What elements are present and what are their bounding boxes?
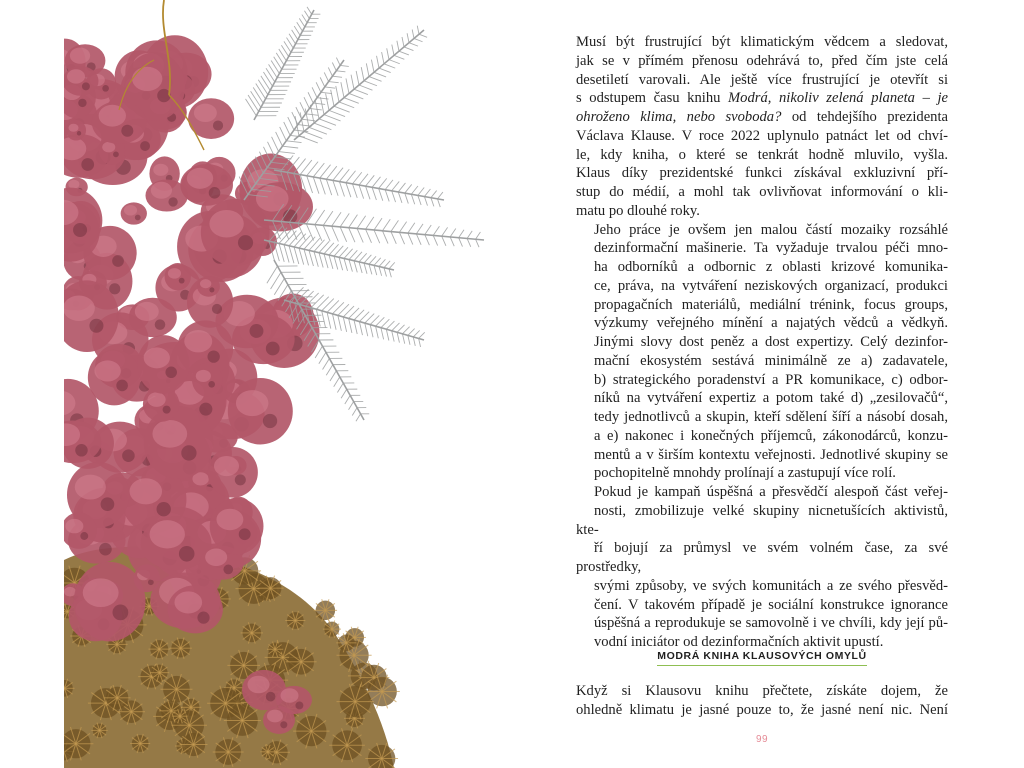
text-run: Jinými slovy dost peněz a dost expertizy. Celý dezinfor- — [594, 334, 948, 350]
section-heading-text: MODRÁ KNIHA KLAUSOVÝCH OMYLŮ — [657, 650, 867, 666]
fern-frond — [264, 226, 395, 277]
text-line — [576, 333, 948, 352]
text-line — [576, 202, 948, 221]
coral-blob — [121, 202, 147, 224]
coral-blob — [208, 447, 258, 498]
text-line: Když si Klausovu knihu přečtete, získáte dojem, že — [576, 683, 948, 699]
coral-blob — [74, 562, 146, 641]
text-run: desetiletí varovali. Ale ještě více frustrující je otevřít si — [576, 71, 948, 88]
text-run: Pokud je kampaň úspěšná a přesvědčí alespoň část veřej- — [594, 484, 948, 500]
coral-blob — [201, 199, 270, 266]
text-line — [576, 446, 948, 465]
text-line — [576, 146, 948, 165]
coral-blob — [192, 363, 222, 397]
text-line — [576, 427, 948, 446]
coral-blob — [263, 706, 295, 734]
text-run: ří bojují za průmysl ve svém volném čase, za své prostředky, — [576, 540, 948, 575]
text-run: matu po dlouhé roky. — [576, 202, 700, 219]
paragraph — [576, 221, 948, 484]
coral-blob — [64, 66, 99, 96]
text-run: a e) nakonec i konečných příjemců, zákonodárců, konzu- — [594, 427, 948, 444]
text-line — [576, 577, 948, 596]
coral-blob — [180, 164, 233, 206]
page-number: 99 — [755, 734, 769, 745]
section-heading — [576, 650, 948, 666]
text-line — [576, 408, 948, 427]
coral-blob — [197, 276, 220, 296]
coral-blob — [210, 498, 264, 555]
text-run: svými způsoby, ve svých komunitách a ze svého přesvěd- — [594, 577, 948, 594]
text-line — [576, 596, 948, 615]
text-line — [576, 389, 948, 408]
text-line — [576, 183, 948, 202]
text-run: ce, práva, na vytváření neziskových organizací, produkci — [594, 277, 948, 294]
text-run: ha odborníků a odbornic z oblasti krizové komunika- — [594, 259, 948, 275]
text-run: mentů a v širším kontextu veřejnosti. Jednotlivé skupiny se — [594, 446, 948, 463]
text-line — [576, 127, 948, 146]
text-line — [576, 502, 948, 540]
text-run: Václava Klause. V roce 2022 uplynulo patnáct let od chví- — [576, 127, 948, 144]
botanical-coral-illustration — [64, 0, 512, 768]
text-run: pochopitelně mnohdy prolínají a zastupují více rolí. — [594, 465, 896, 482]
coral-blob — [66, 120, 86, 141]
text-line — [576, 108, 948, 127]
text-run: propagačních materiálů, mediální trénink, focus groups, — [594, 296, 948, 313]
text-run: níků na vytváření expertiz a potom také d) „zesilovačů“, — [594, 390, 948, 407]
coral-blob — [88, 350, 141, 406]
text-run: vodní iniciátor od dezinformačních aktivit upustí. — [594, 634, 884, 650]
text-run: Klaus díky prezidentské funkci získával exkluzivní pří- — [576, 165, 948, 182]
paragraph — [576, 483, 948, 652]
text-run: Jeho práce je ovšem jen malou částí mozaiky rozsáhlé — [594, 221, 948, 238]
text-line — [576, 314, 948, 333]
text-line — [576, 371, 948, 390]
body-text — [576, 33, 948, 652]
fern-frond — [246, 7, 321, 120]
coral-blob — [168, 585, 223, 633]
text-line — [576, 614, 948, 633]
text-line — [576, 239, 948, 258]
text-line — [576, 71, 948, 90]
coral-blob — [228, 378, 293, 444]
text-run: dezinformační mašinerie. Ta vyžaduje trvalou péči mno- — [594, 240, 948, 257]
left-page — [64, 0, 512, 768]
text-line — [576, 52, 948, 71]
text-run: čení. V takovém případě je sociální konstrukce ignorance — [594, 596, 948, 613]
text-run: od tehdejšího prezidenta — [781, 109, 948, 125]
coral-blob — [145, 179, 187, 211]
text-line — [576, 352, 948, 371]
text-run: nosti, zmobilizuje velké skupiny nicnetušících aktivistů, kte- — [576, 502, 948, 538]
text-line — [576, 221, 948, 240]
text-run: le, kdy kniha, o které se tenkrát hodně mluvilo, vyšla. — [576, 146, 948, 163]
text-line — [576, 277, 948, 296]
text-run: úspěšná a reprodukuje se samovolně i ve chvíli, kdy její pů- — [594, 615, 948, 632]
text-line — [576, 539, 948, 577]
text-run: b) strategického poradenství a PR komunikace, c) odbor- — [594, 371, 948, 388]
text-line — [576, 89, 948, 108]
text-run: mační ekosystém sestává minimálně ze a) zadavatele, — [594, 352, 948, 369]
section-body-text — [576, 682, 948, 720]
text-line — [576, 296, 948, 315]
text-line — [576, 464, 948, 483]
text-run: s odstupem času knihu — [576, 90, 729, 107]
fern-frond — [294, 26, 427, 143]
text-run: výzkumy veřejného mínění a najatých vědců a vědkyň. — [594, 315, 948, 332]
text-line — [576, 33, 948, 52]
coral-blob — [137, 335, 189, 394]
text-run: jak se v přímém přenosu odehrává to, před čím jste celá — [576, 52, 948, 69]
text-run: tedy jednotlivců a skupin, kteří sdělení šíří a násobí dosah, — [594, 409, 948, 425]
text-line — [576, 633, 948, 652]
text-run: stup do médií, a mohl tak ovlivňovat informování o kli- — [576, 184, 948, 200]
right-page — [512, 0, 960, 768]
paragraph — [576, 682, 948, 720]
text-line — [576, 164, 948, 183]
italic-text: ohroženo klima, nebo svoboda? — [576, 109, 782, 125]
text-line — [576, 258, 948, 277]
text-line — [576, 483, 948, 502]
text-line: ohledně klimatu je jasné pouze to, že jasné není nic. Není — [576, 702, 948, 718]
italic-text: Modrá, nikoliv zelená planeta – je — [728, 90, 948, 107]
text-run: Musí být frustrující být klimatickým vědcem a sledovat, — [576, 34, 948, 50]
paragraph — [576, 33, 948, 221]
